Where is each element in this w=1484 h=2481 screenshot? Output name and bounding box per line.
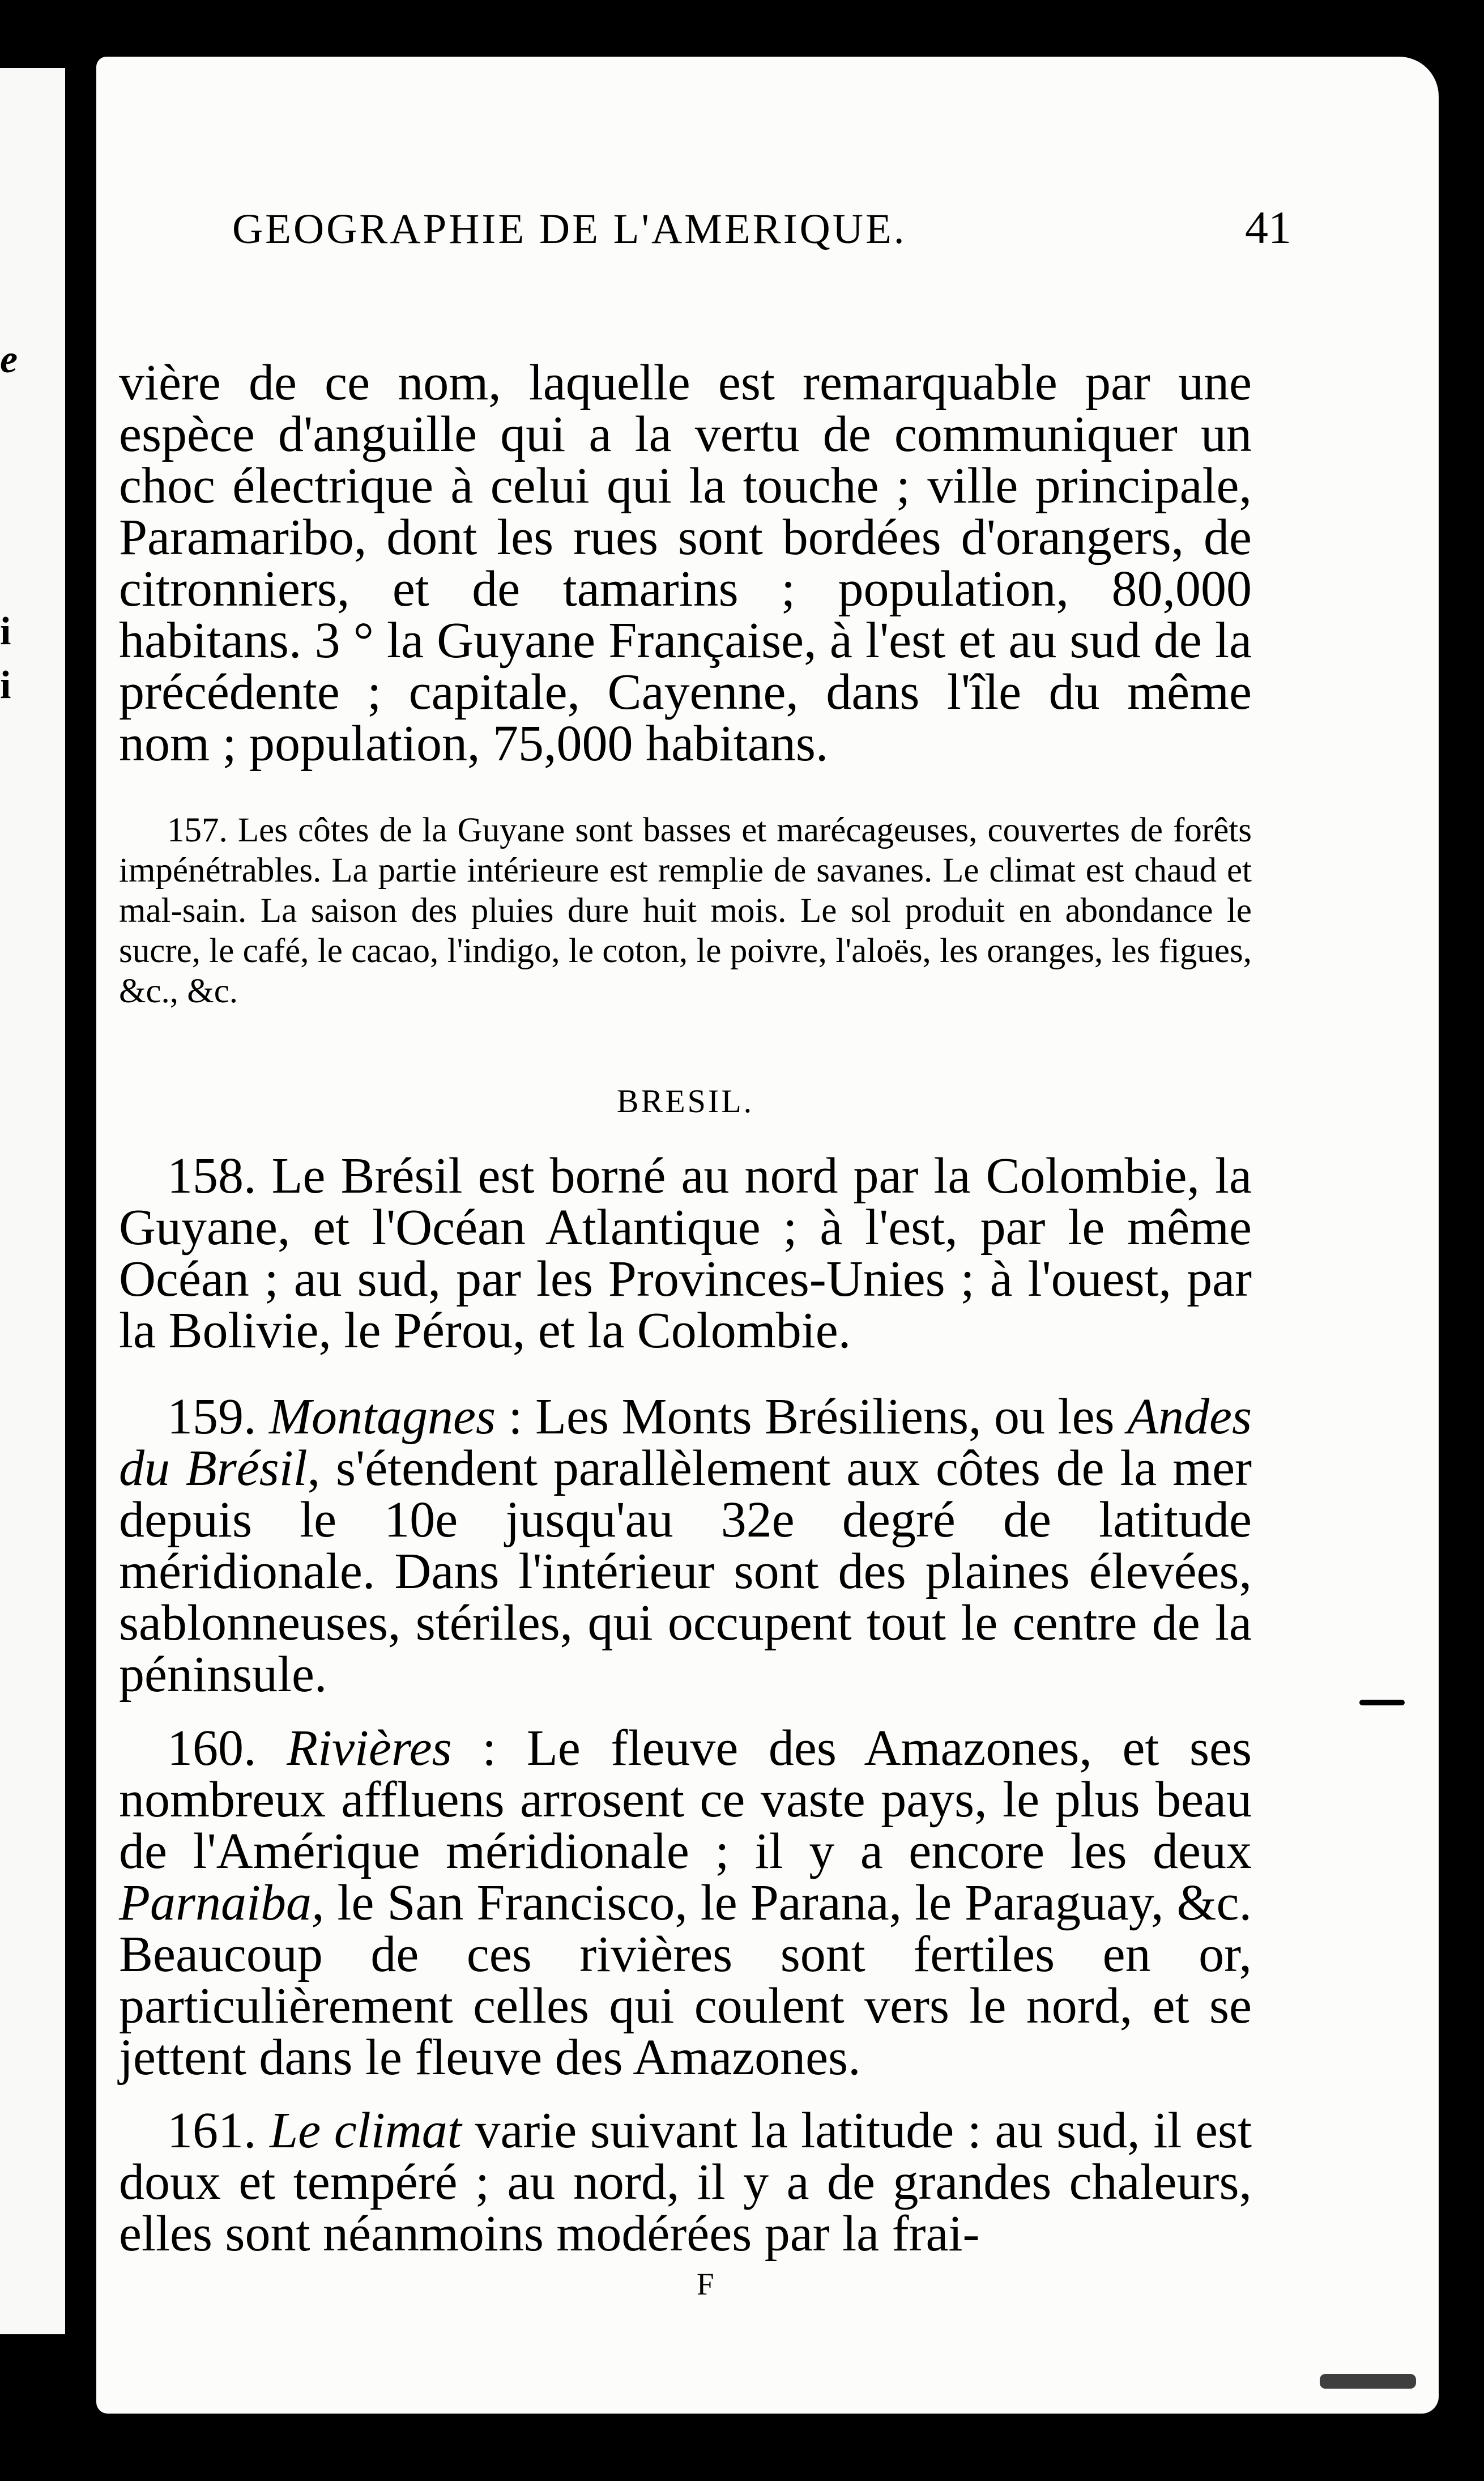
paragraph-158: 158. Le Brésil est borné au nord par la Colombie, la Guyane, et l'Océan Atlantique ; à l'est, par le même Océan ; au sud, par les Provinces-Unies ; à l'ouest, par la Bolivie, le Pérou, et la Colombie. [119, 1148, 1252, 1359]
paragraph-161 [119, 2103, 1252, 2262]
paragraph-text: varie suivant la latitude : au sud, il est doux et tempéré ; au nord, il y a de grandes chaleurs, elles sont néanmoins modérées par la frai- [119, 2103, 1252, 2262]
paragraph-label: Rivières [287, 1720, 452, 1776]
label-colon: : [451, 1720, 527, 1776]
italic-phrase: Parnaiba, [119, 1875, 325, 1931]
paragraph-text: Le fleuve des Amazones, et ses nombreux affluens arrosent ce vaste pays, le plus beau de l'Amérique méridionale ; il y a encore les deux [119, 1720, 1252, 1879]
page-edge-wear [1320, 2374, 1416, 2389]
paragraph-160 [119, 1720, 1252, 2086]
paragraph-157: 157. Les côtes de la Guyane sont basses et marécageuses, couvertes de forêts impénétrables. La partie intérieure est remplie de savanes. Le climat est chaud et mal-sain. La saison des pluies dure huit mois. Le sol produit en abondance le sucre, le café, le cacao, l'indigo, le coton, le poivre, l'aloës, les oranges, les figues, &c., &c. [119, 811, 1252, 1010]
paragraph-text: le San Francisco, le Parana, le Paraguay, &c. Beaucoup de ces rivières sont fertiles en or, particulièrement celles qui coulent vers le nord, et se jettent dans le fleuve des Amazones. [119, 1875, 1252, 2086]
paragraph-number: 160. [167, 1720, 257, 1776]
paragraph-label: Le climat [270, 2103, 462, 2159]
margin-fragment: i [0, 610, 11, 653]
paragraph-label: Montagnes [269, 1389, 496, 1445]
facing-page-edge [0, 68, 65, 2334]
section-heading: BRESIL. [616, 1083, 754, 1120]
margin-fragment: i [0, 663, 11, 707]
paragraph-text: Les Monts Brésiliens, ou les [535, 1389, 1128, 1445]
running-title: GEOGRAPHIE DE L'AMERIQUE. [232, 206, 907, 253]
paragraph-continued: vière de ce nom, laquelle est remarquable par une espèce d'anguille qui a la vertu de communiquer un choc électrique à celui qui la touche ; ville principale, Paramaribo, dont les rues sont bordées d'orangers, de citronniers, et de tamarins ; population, 80,000 habitans. 3 ° la Guyane Française, à l'est et au sud de la précédente ; capitale, Cayenne, dans l'île du même nom ; population, 75,000 habitans. [119, 355, 1252, 772]
page-number: 41 [1245, 202, 1291, 253]
signature-mark: F [697, 2267, 714, 2301]
paragraph-text: , s'étendent parallèlement aux côtes de la mer depuis le 10e jusqu'au 32e degré de latitude méridionale. Dans l'intérieur sont des plaines élevées, sablonneuses, stériles, qui occupent tout le centre de la péninsule. [119, 1440, 1252, 1703]
paragraph-159 [119, 1389, 1252, 1703]
margin-fragment: e [0, 338, 18, 381]
running-header [232, 201, 1291, 254]
label-colon: : [495, 1389, 536, 1445]
italic-phrase: Andes du Brésil [119, 1389, 1252, 1496]
paragraph-number: 159. [167, 1389, 257, 1445]
paragraph-number: 161. [167, 2103, 257, 2159]
ink-mark [1359, 1700, 1405, 1705]
